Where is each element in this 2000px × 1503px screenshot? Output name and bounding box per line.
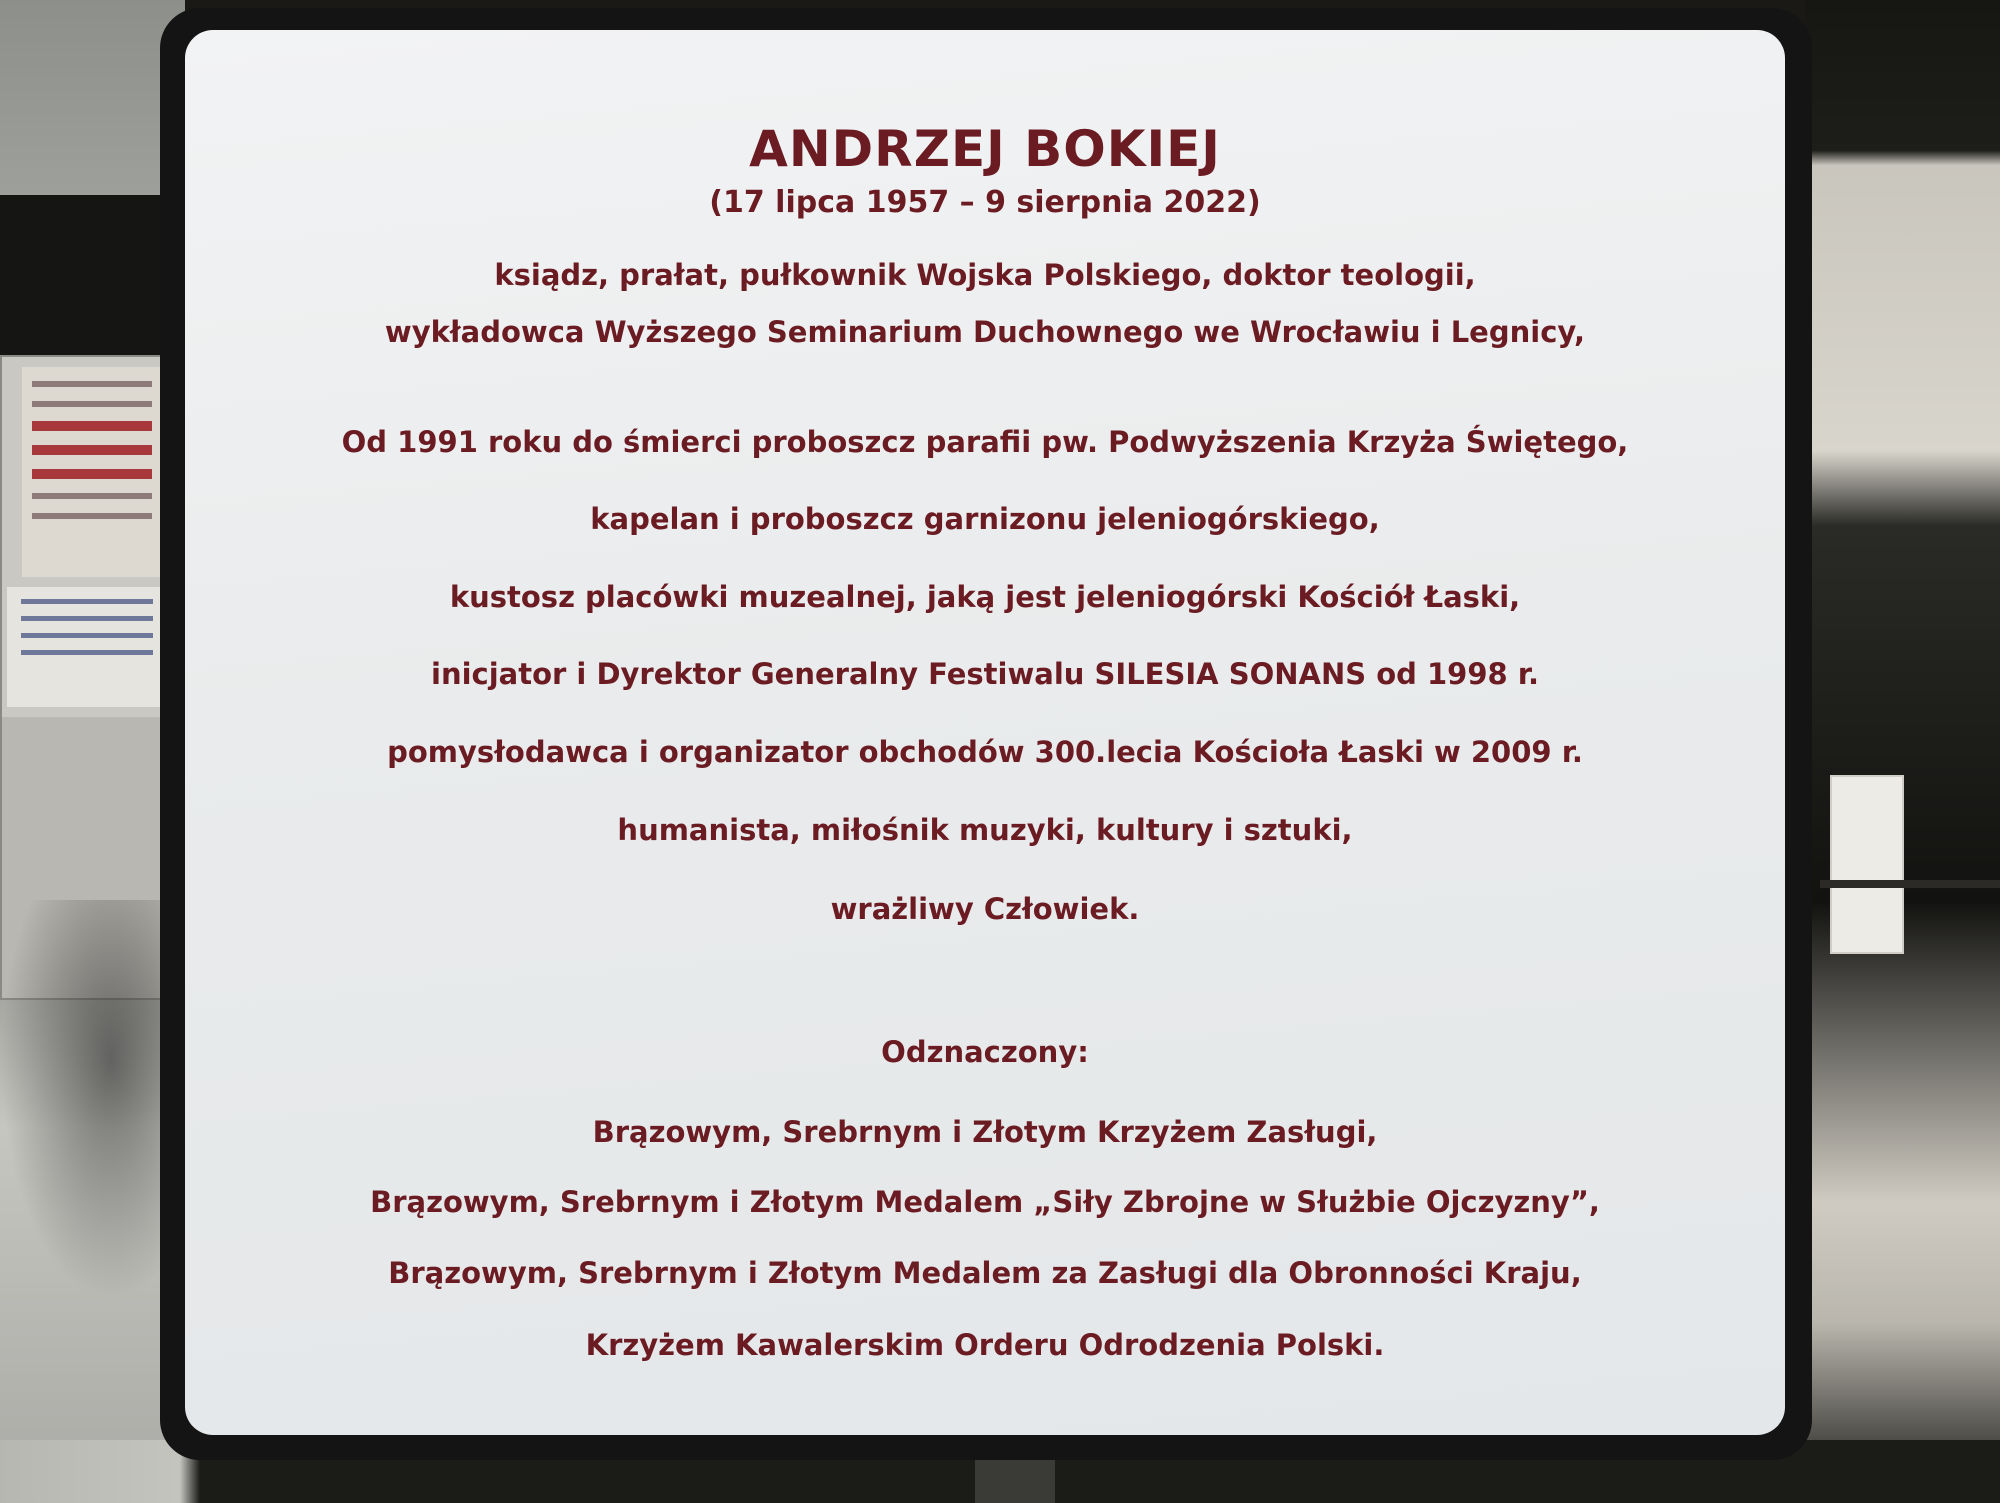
plaque-role-line: inicjator i Dyrektor Generalny Festiwalu SILESIA SONANS od 1998 r. xyxy=(431,657,1539,691)
plaque-role-line: Od 1991 roku do śmierci proboszcz parafii pw. Podwyższenia Krzyża Świętego, xyxy=(341,425,1629,459)
plaque-dates: (17 lipca 1957 – 9 sierpnia 2022) xyxy=(709,185,1261,220)
plaque-role-line: kustosz placówki muzealnej, jaką jest jeleniogórski Kościół Łaski, xyxy=(449,580,1521,614)
background-dark-gap xyxy=(0,195,185,355)
plaque-intro-line: ksiądz, prałat, pułkownik Wojska Polskiego, doktor teologii, xyxy=(494,258,1476,292)
plaque-awards-heading: Odznaczony: xyxy=(881,1035,1089,1069)
plaque-name: ANDRZEJ BOKIEJ xyxy=(749,120,1221,178)
memorial-plaque xyxy=(185,30,1785,1435)
plaque-award-line: Brązowym, Srebrnym i Złotym Medalem za Zasługi dla Obronności Kraju, xyxy=(388,1256,1582,1290)
plaque-role-line: wrażliwy Człowiek. xyxy=(830,892,1140,926)
plaque-intro-line: wykładowca Wyższego Seminarium Duchownego we Wrocławiu i Legnicy, xyxy=(384,315,1586,349)
plaque-award-line: Brązowym, Srebrnym i Złotym Medalem „Siły Zbrojne w Służbie Ojczyzny”, xyxy=(370,1185,1600,1219)
background-railing xyxy=(1820,880,2000,888)
plaque-award-line: Krzyżem Kawalerskim Orderu Odrodzenia Polski. xyxy=(585,1328,1385,1362)
tree-shadow xyxy=(0,900,185,1300)
background-poster xyxy=(22,367,162,577)
background-poster xyxy=(7,587,167,707)
plaque-award-line: Brązowym, Srebrnym i Złotym Krzyżem Zasługi, xyxy=(592,1115,1378,1149)
plaque-role-line: kapelan i proboszcz garnizonu jeleniogórskiego, xyxy=(590,502,1380,536)
background-street-right xyxy=(1805,0,2000,1503)
plaque-role-line: humanista, miłośnik muzyki, kultury i sztuki, xyxy=(617,813,1353,847)
background-pedestal xyxy=(1830,775,1904,954)
plaque-role-line: pomysłodawca i organizator obchodów 300.lecia Kościoła Łaski w 2009 r. xyxy=(387,735,1583,769)
